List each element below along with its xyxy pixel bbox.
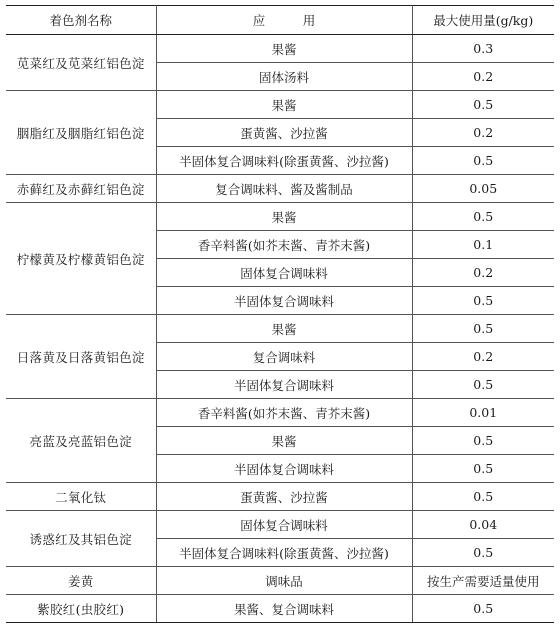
application-cell: 香辛料酱(如芥末酱、青芥末酱) — [156, 231, 412, 259]
application-cell: 香辛料酱(如芥末酱、青芥末酱) — [156, 399, 412, 427]
max-usage-cell: 0.5 — [412, 371, 554, 399]
colorant-name-cell: 诱惑红及其铝色淀 — [6, 511, 156, 567]
max-usage-cell: 0.2 — [412, 259, 554, 287]
table-header — [6, 6, 554, 35]
application-cell: 半固体复合调味料 — [156, 455, 412, 483]
application-cell: 固体复合调味料 — [156, 511, 412, 539]
colorant-name-cell: 二氧化钛 — [6, 483, 156, 511]
max-usage-cell: 0.5 — [412, 147, 554, 175]
table-body — [6, 35, 554, 623]
application-cell: 复合调味料 — [156, 343, 412, 371]
colorant-name-cell: 紫胶红(虫胶红) — [6, 595, 156, 623]
max-usage-cell: 0.2 — [412, 119, 554, 147]
colorant-name-cell: 苋菜红及苋菜红铝色淀 — [6, 35, 156, 91]
max-usage-cell: 0.05 — [412, 175, 554, 203]
max-usage-cell: 0.2 — [412, 343, 554, 371]
table-row — [6, 567, 554, 595]
application-cell: 半固体复合调味料 — [156, 371, 412, 399]
colorant-name-cell: 姜黄 — [6, 567, 156, 595]
application-cell: 果酱、复合调味料 — [156, 595, 412, 623]
table-row — [6, 511, 554, 539]
application-cell: 调味品 — [156, 567, 412, 595]
colorant-name-cell: 亮蓝及亮蓝铝色淀 — [6, 399, 156, 483]
application-cell: 蛋黄酱、沙拉酱 — [156, 119, 412, 147]
application-cell: 果酱 — [156, 35, 412, 63]
table-row — [6, 91, 554, 119]
colorant-usage-table — [6, 5, 554, 623]
table-row — [6, 203, 554, 231]
max-usage-cell: 0.5 — [412, 315, 554, 343]
application-cell: 半固体复合调味料 — [156, 287, 412, 315]
application-cell: 半固体复合调味料(除蛋黄酱、沙拉酱) — [156, 539, 412, 567]
colorant-name-cell: 柠檬黄及柠檬黄铝色淀 — [6, 203, 156, 315]
application-cell: 蛋黄酱、沙拉酱 — [156, 483, 412, 511]
application-cell: 果酱 — [156, 203, 412, 231]
application-cell: 半固体复合调味料(除蛋黄酱、沙拉酱) — [156, 147, 412, 175]
table-row — [6, 595, 554, 623]
application-cell: 固体复合调味料 — [156, 259, 412, 287]
table-row — [6, 483, 554, 511]
max-usage-cell: 0.2 — [412, 63, 554, 91]
application-cell: 果酱 — [156, 427, 412, 455]
max-usage-cell: 0.5 — [412, 595, 554, 623]
table-row — [6, 175, 554, 203]
application-cell: 果酱 — [156, 315, 412, 343]
application-cell: 固体汤料 — [156, 63, 412, 91]
table-row — [6, 399, 554, 427]
header-row — [6, 6, 554, 35]
max-usage-cell: 0.3 — [412, 35, 554, 63]
header-application: 应 用 — [156, 6, 412, 35]
max-usage-cell: 0.1 — [412, 231, 554, 259]
max-usage-cell: 0.04 — [412, 511, 554, 539]
table-row — [6, 35, 554, 63]
max-usage-cell: 0.01 — [412, 399, 554, 427]
header-max-usage: 最大使用量(g/kg) — [412, 6, 554, 35]
max-usage-cell: 0.5 — [412, 91, 554, 119]
max-usage-cell: 0.5 — [412, 427, 554, 455]
max-usage-cell: 0.5 — [412, 483, 554, 511]
colorant-name-cell: 日落黄及日落黄铝色淀 — [6, 315, 156, 399]
max-usage-cell: 按生产需要适量使用 — [412, 567, 554, 595]
max-usage-cell: 0.5 — [412, 539, 554, 567]
header-colorant-name: 着色剂名称 — [6, 6, 156, 35]
max-usage-cell: 0.5 — [412, 287, 554, 315]
colorant-name-cell: 赤藓红及赤藓红铝色淀 — [6, 175, 156, 203]
table-row — [6, 315, 554, 343]
max-usage-cell: 0.5 — [412, 203, 554, 231]
colorant-name-cell: 胭脂红及胭脂红铝色淀 — [6, 91, 156, 175]
application-cell: 果酱 — [156, 91, 412, 119]
max-usage-cell: 0.5 — [412, 455, 554, 483]
application-cell: 复合调味料、酱及酱制品 — [156, 175, 412, 203]
